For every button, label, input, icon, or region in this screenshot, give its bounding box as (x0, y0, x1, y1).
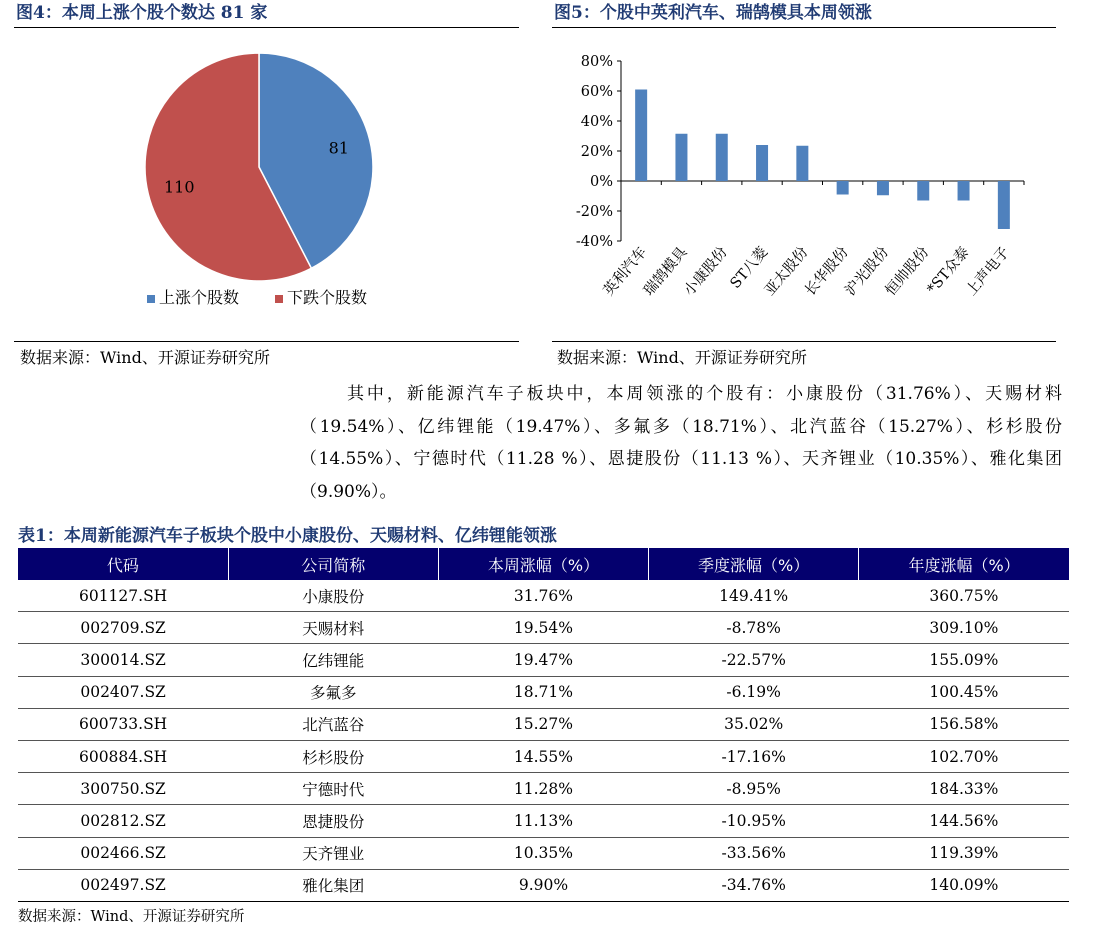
cell-quarterly-change: -10.95% (649, 805, 859, 837)
body-paragraph-text: 其中，新能源汽车子板块中，本周领涨的个股有：小康股份（31.76%）、天赐材料（19.54%）、亿纬锂能（19.47%）、多氟多（18.71%）、北汽蓝谷（15.27%）、杉杉股份（14.55%）、宁德时代（11.28 %）、恩捷股份（11.13 %）、天齐锂业（10.35%）、雅化集团（9.90%）。 (300, 384, 1062, 502)
x-category-label: 瑞鹄模具 (640, 244, 691, 300)
cell-yearly-change: 140.09% (859, 869, 1069, 901)
y-tick-label: -40% (575, 234, 613, 250)
cell-code: 300750.SZ (18, 773, 228, 805)
cell-code: 002812.SZ (18, 805, 228, 837)
bar-3 (756, 145, 768, 181)
cell-company: 杉杉股份 (228, 740, 438, 772)
x-category-label: 长华股份 (802, 244, 852, 300)
table-header-row (18, 548, 1069, 580)
cell-company: 北汽蓝谷 (228, 708, 438, 740)
bar-2 (716, 134, 728, 181)
legend-label-0: 上涨个股数 (159, 288, 240, 307)
cell-quarterly-change: -17.16% (649, 740, 859, 772)
cell-company: 多氟多 (228, 676, 438, 708)
y-tick-label: 80% (580, 54, 613, 70)
cell-quarterly-change: 149.41% (649, 580, 859, 612)
x-category-label: 沪光股份 (842, 244, 893, 300)
cell-weekly-change: 19.47% (438, 644, 648, 676)
x-category-label: 小康股份 (681, 244, 731, 300)
cell-yearly-change: 309.10% (859, 612, 1069, 644)
y-tick-label: -20% (575, 204, 613, 220)
cell-code: 002407.SZ (18, 676, 228, 708)
table-row (18, 580, 1069, 612)
legend-swatch-1 (275, 295, 283, 303)
bar-1 (675, 134, 687, 181)
figure5-title: 图5：个股中英利汽车、瑞鹄模具本周领涨 (552, 0, 1056, 28)
cell-company: 亿纬锂能 (228, 644, 438, 676)
cell-quarterly-change: -8.95% (649, 773, 859, 805)
bar-5 (837, 181, 849, 195)
x-category-label: 恒帅股份 (882, 244, 933, 300)
header-yearly-change: 年度涨幅（%） (859, 548, 1069, 580)
cell-weekly-change: 14.55% (438, 740, 648, 772)
table-body (18, 580, 1069, 901)
cell-weekly-change: 31.76% (438, 580, 648, 612)
figure5-source: 数据来源：Wind、开源证券研究所 (557, 348, 807, 367)
table-row (18, 740, 1069, 772)
cell-weekly-change: 11.28% (438, 773, 648, 805)
cell-code: 002709.SZ (18, 612, 228, 644)
cell-company: 天齐锂业 (228, 837, 438, 869)
table-row (18, 805, 1069, 837)
table-row (18, 837, 1069, 869)
cell-company: 雅化集团 (228, 869, 438, 901)
figure4-divider (14, 341, 519, 342)
cell-quarterly-change: -8.78% (649, 612, 859, 644)
cell-company: 宁德时代 (228, 773, 438, 805)
figure4-source: 数据来源：Wind、开源证券研究所 (20, 348, 270, 367)
cell-weekly-change: 10.35% (438, 837, 648, 869)
table-row (18, 676, 1069, 708)
header-code: 代码 (18, 548, 228, 580)
table-row (18, 708, 1069, 740)
cell-weekly-change: 9.90% (438, 869, 648, 901)
y-tick-label: 20% (580, 144, 613, 160)
cell-company: 天赐材料 (228, 612, 438, 644)
table-row (18, 612, 1069, 644)
header-quarterly-change: 季度涨幅（%） (649, 548, 859, 580)
cell-company: 小康股份 (228, 580, 438, 612)
cell-weekly-change: 11.13% (438, 805, 648, 837)
x-category-label: ST八菱 (727, 244, 772, 292)
cell-quarterly-change: -34.76% (649, 869, 859, 901)
x-category-label: *ST众泰 (924, 244, 973, 298)
table-row (18, 644, 1069, 676)
cell-quarterly-change: -22.57% (649, 644, 859, 676)
figure5-divider (552, 341, 1056, 342)
header-weekly-change: 本周涨幅（%） (438, 548, 648, 580)
legend-label-1: 下跌个股数 (287, 288, 368, 307)
bar-6 (877, 181, 889, 195)
cell-code: 600733.SH (18, 708, 228, 740)
table-row (18, 773, 1069, 805)
cell-yearly-change: 155.09% (859, 644, 1069, 676)
table-title: 表1：本周新能源汽车子板块个股中小康股份、天赐材料、亿纬锂能领涨 (18, 526, 557, 546)
cell-quarterly-change: -33.56% (649, 837, 859, 869)
legend-swatch-0 (147, 295, 155, 303)
cell-yearly-change: 360.75% (859, 580, 1069, 612)
bar-chart (552, 30, 1056, 341)
pie-chart (14, 30, 519, 341)
pie-slice-value-label: 110 (163, 177, 195, 197)
bar-9 (998, 181, 1010, 229)
cell-code: 300014.SZ (18, 644, 228, 676)
bar-4 (796, 146, 808, 181)
y-tick-label: 60% (580, 84, 613, 100)
pie-slice-value-label: 81 (328, 138, 349, 158)
x-category-label: 亚太股份 (761, 244, 812, 300)
x-category-label: 英利汽车 (600, 244, 651, 300)
stock-table (18, 548, 1069, 902)
cell-company: 恩捷股份 (228, 805, 438, 837)
bar-0 (635, 90, 647, 182)
cell-weekly-change: 19.54% (438, 612, 648, 644)
y-tick-label: 40% (580, 114, 613, 130)
cell-yearly-change: 119.39% (859, 837, 1069, 869)
cell-quarterly-change: 35.02% (649, 708, 859, 740)
cell-yearly-change: 184.33% (859, 773, 1069, 805)
cell-quarterly-change: -6.19% (649, 676, 859, 708)
bar-7 (917, 181, 929, 201)
cell-yearly-change: 144.56% (859, 805, 1069, 837)
x-category-label: 上声电子 (963, 244, 1013, 300)
cell-code: 002466.SZ (18, 837, 228, 869)
table-row (18, 869, 1069, 901)
cell-weekly-change: 15.27% (438, 708, 648, 740)
cell-yearly-change: 156.58% (859, 708, 1069, 740)
table-source: 数据来源：Wind、开源证券研究所 (18, 909, 245, 925)
cell-code: 002497.SZ (18, 869, 228, 901)
cell-code: 601127.SH (18, 580, 228, 612)
cell-yearly-change: 100.45% (859, 676, 1069, 708)
body-paragraph (300, 378, 1062, 508)
figure4-title: 图4：本周上涨个股个数达 81 家 (14, 0, 519, 28)
y-tick-label: 0% (589, 174, 613, 190)
cell-code: 600884.SH (18, 740, 228, 772)
cell-weekly-change: 18.71% (438, 676, 648, 708)
cell-yearly-change: 102.70% (859, 740, 1069, 772)
bar-8 (958, 181, 970, 201)
header-company: 公司简称 (228, 548, 438, 580)
